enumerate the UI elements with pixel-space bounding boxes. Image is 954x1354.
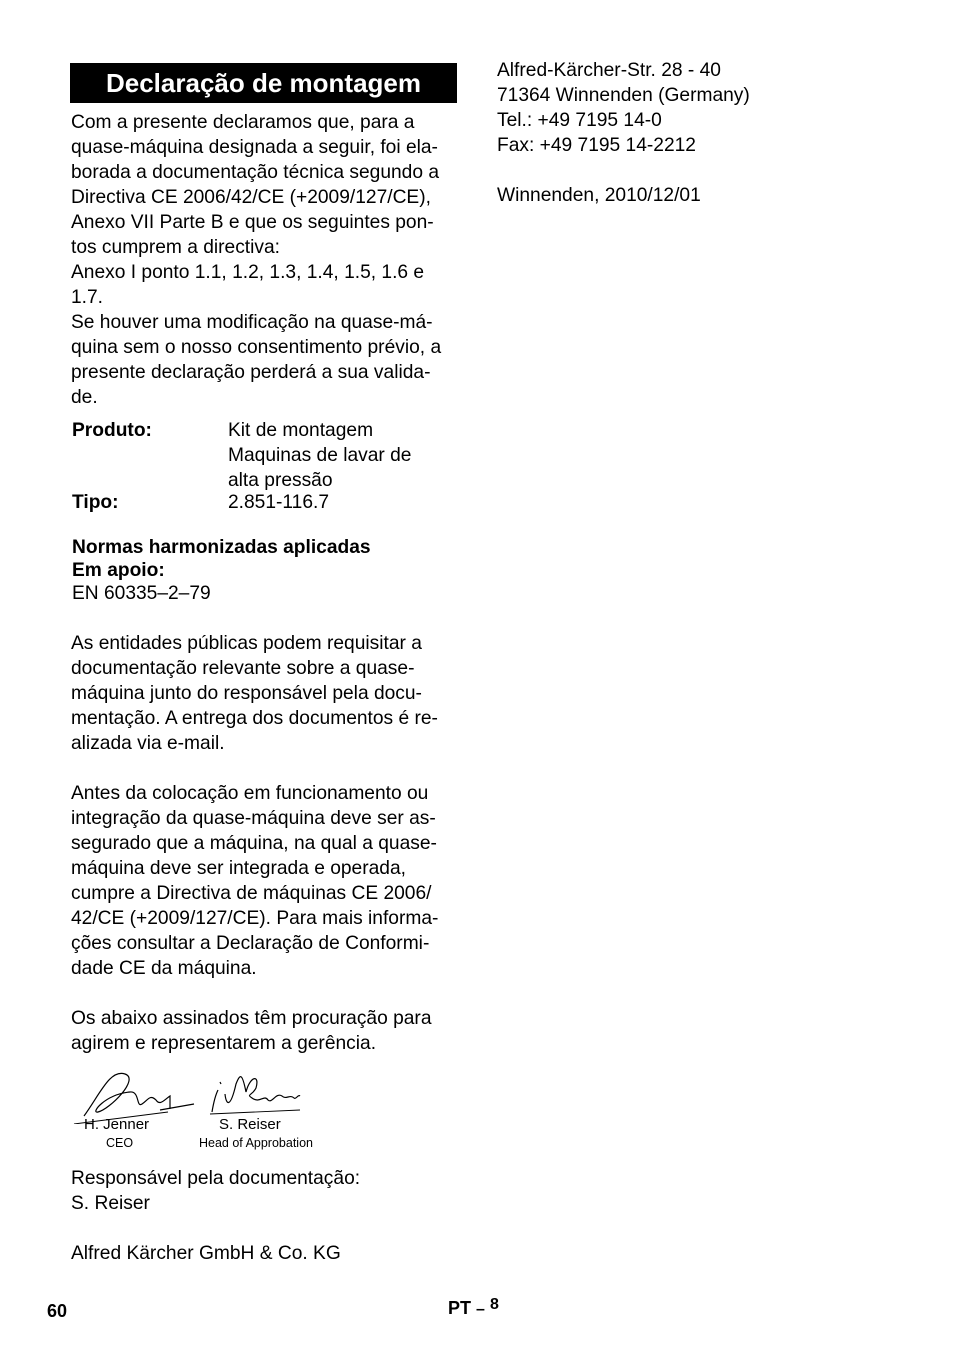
text-line: alizada via e-mail. [71,733,225,754]
text-line: dade CE da máquina. [71,958,257,979]
standards-section [72,536,462,605]
text-line: Os abaixo assinados têm procuração para [71,1008,432,1029]
footer-dash: – [476,1301,485,1318]
text-line: quase-máquina designada a seguir, foi ela- [71,137,438,158]
text-line: ções consultar a Declaração de Conformi- [71,933,430,954]
text-line: Com a presente declaramos que, para a [71,112,415,133]
address-line: Tel.: +49 7195 14-0 [497,110,662,131]
text-line: quina sem o nosso consentimento prévio, a [71,337,442,358]
place-date: Winnenden, 2010/12/01 [497,185,701,206]
text-line: 1.7. [71,287,104,308]
text-line: cumpre a Directiva de máquinas CE 2006/ [71,883,432,904]
text-line: mentação. A entrega dos documentos é re- [71,708,438,729]
standards-heading: Normas harmonizadas aplicadas [72,537,371,558]
text-line: presente declaração perderá a sua valida- [71,362,431,383]
product-value [228,418,411,493]
text-line: As entidades públicas podem requisitar a [71,633,422,654]
intro-paragraph [71,110,461,410]
text-line: Directiva CE 2006/42/CE (+2009/127/CE), [71,187,431,208]
address-line: 71364 Winnenden (Germany) [497,85,750,106]
signature-name-reiser: S. Reiser [219,1116,281,1133]
responsible-name: S. Reiser [71,1193,150,1214]
footer-section [448,1296,499,1322]
standards-subheading: Em apoio: [72,560,165,581]
text-line: máquina junto do responsável pela docu- [71,683,422,704]
type-value: 2.851-116.7 [228,492,329,513]
footer-language: PT [448,1298,472,1318]
text-line: Antes da colocação em funcionamento ou [71,783,429,804]
text-line: Anexo VII Parte B e que os seguintes pon- [71,212,434,233]
signature-role-reiser: Head of Approbation [199,1136,313,1150]
standards-value: EN 60335–2–79 [72,583,211,604]
text-line: de. [71,387,98,408]
responsible-label: Responsável pela documentação: [71,1168,361,1189]
signature-role-jenner: CEO [106,1136,134,1150]
signature-jenner-image [70,1064,370,1124]
product-label: Produto: [72,420,152,441]
signature-name-jenner: H. Jenner [84,1116,150,1133]
text-line: 42/CE (+2009/127/CE). Para mais informa- [71,908,439,929]
text-line: documentação relevante sobre a quase- [71,658,415,679]
authorities-paragraph [71,631,461,756]
text-line: máquina deve ser integrada e operada, [71,858,406,879]
page-number: 60 [47,1301,68,1321]
product-value-line: Kit de montagem [228,420,374,441]
text-line: Se houver uma modificação na quase-má- [71,312,433,333]
address-block [497,58,897,158]
commissioning-paragraph [71,781,461,981]
company-name: Alfred Kärcher GmbH & Co. KG [71,1243,341,1264]
text-line: tos cumprem a directiva: [71,237,281,258]
text-line: agirem e representarem a gerência. [71,1033,377,1054]
footer-section-number: 8 [489,1296,499,1313]
product-value-line: Maquinas de lavar de [228,445,412,466]
page-title: Declaração de montagem [70,63,457,103]
text-line: Anexo I ponto 1.1, 1.2, 1.3, 1.4, 1.5, 1.6 e [71,262,425,283]
address-line: Alfred-Kärcher-Str. 28 - 40 [497,60,721,81]
type-label: Tipo: [72,492,119,513]
text-line: integração da quase-máquina deve ser as- [71,808,436,829]
signatories-paragraph [71,1006,461,1056]
responsible-section [71,1166,461,1216]
address-line: Fax: +49 7195 14-2212 [497,135,696,156]
product-value-line: alta pressão [228,470,333,491]
text-line: borada a documentação técnica segundo a [71,162,440,183]
text-line: segurado que a máquina, na qual a quase- [71,833,437,854]
signatures [70,1064,370,1154]
